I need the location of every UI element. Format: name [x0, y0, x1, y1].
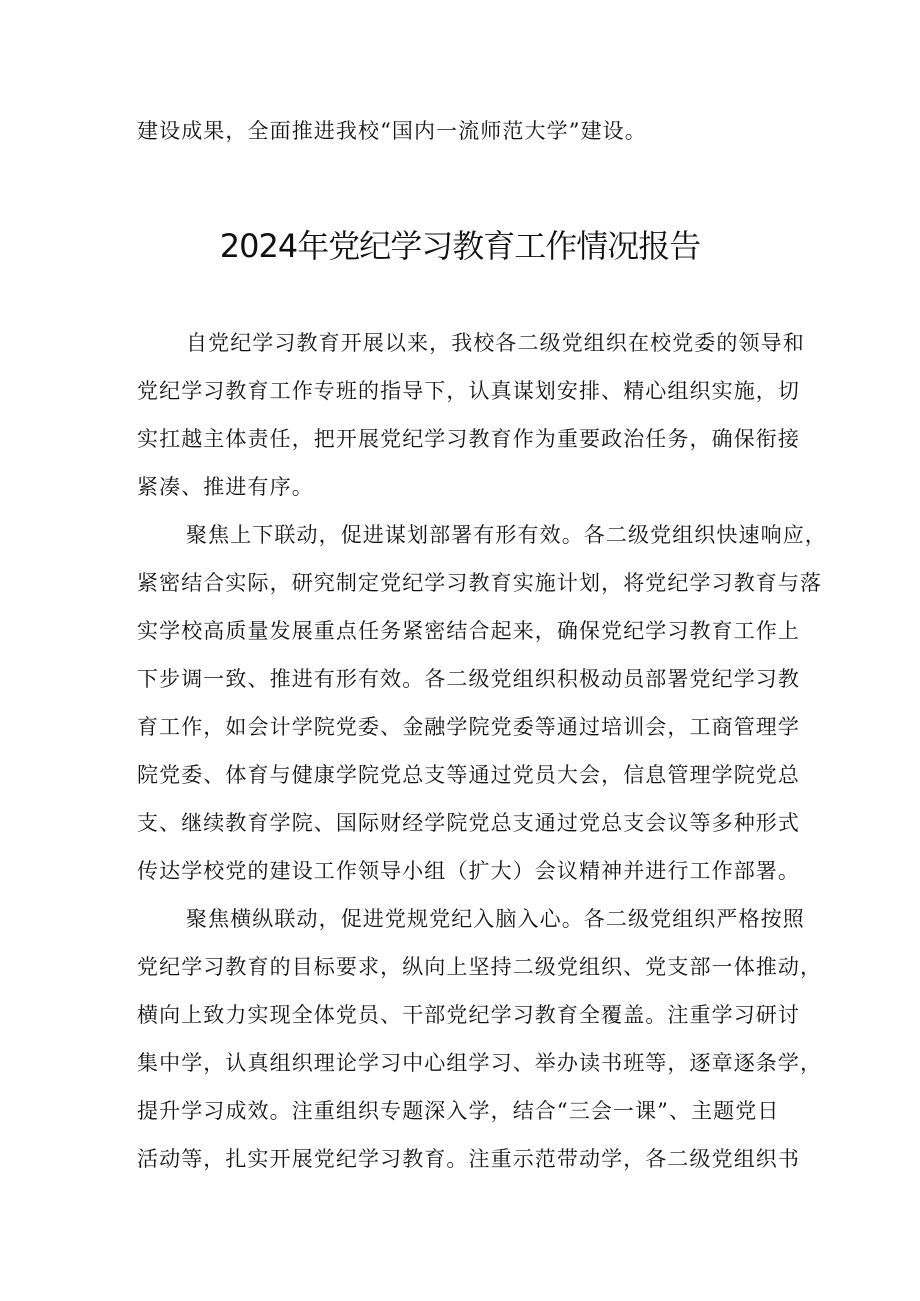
- paragraph-line: 育工作，如会计学院党委、金融学院党委等通过培训会，工商管理学: [137, 715, 800, 739]
- paragraph-line: 党纪学习教育的目标要求，纵向上坚持二级党组织、党支部一体推动，: [137, 955, 823, 979]
- paragraph-line: 提升学习成效。注重组织专题深入学，结合“三会一课”、主题党日: [137, 1099, 780, 1123]
- paragraph-line: 院党委、体育与健康学院党总支等通过党员大会，信息管理学院党总: [137, 763, 800, 787]
- paragraph-line: 横向上致力实现全体党员、干部党纪学习教育全覆盖。注重学习研讨: [137, 1003, 800, 1027]
- paragraph-line: 实学校高质量发展重点任务紧密结合起来，确保党纪学习教育工作上: [137, 619, 800, 643]
- paragraph-line: 集中学，认真组织理论学习中心组学习、举办读书班等，逐章逐条学，: [137, 1051, 823, 1075]
- paragraph-line: 下步调一致、推进有形有效。各二级党组织积极动员部署党纪学习教: [137, 667, 800, 691]
- paragraph-line: 支、继续教育学院、国际财经学院党总支通过党总支会议等多种形式: [137, 811, 800, 835]
- paragraph-line: 实扛越主体责任，把开展党纪学习教育作为重要政治任务，确保衔接: [137, 427, 800, 451]
- paragraph-line: 活动等，扎实开展党纪学习教育。注重示范带动学，各二级党组织书: [137, 1147, 800, 1171]
- paragraph-line: 聚焦上下联动，促进谋划部署有形有效。各二级党组织快速响应，: [186, 523, 827, 547]
- paragraph-line: 自党纪学习教育开展以来，我校各二级党组织在校党委的领导和: [186, 331, 805, 355]
- paragraph-line: 传达学校党的建设工作领导小组（扩大）会议精神并进行工作部署。: [137, 859, 800, 883]
- intro-line: 建设成果，全面推进我校“国内一流师范大学”建设。: [137, 119, 647, 143]
- paragraph-line: 紧凑、推进有序。: [137, 475, 314, 499]
- paragraph-line: 紧密结合实际，研究制定党纪学习教育实施计划，将党纪学习教育与落: [137, 571, 823, 595]
- page-title: 2024年党纪学习教育工作情况报告: [219, 227, 701, 265]
- paragraph-line: 党纪学习教育工作专班的指导下，认真谋划安排、精心组织实施，切: [137, 379, 800, 403]
- paragraph-line: 聚焦横纵联动，促进党规党纪入脑入心。各二级党组织严格按照: [186, 907, 805, 931]
